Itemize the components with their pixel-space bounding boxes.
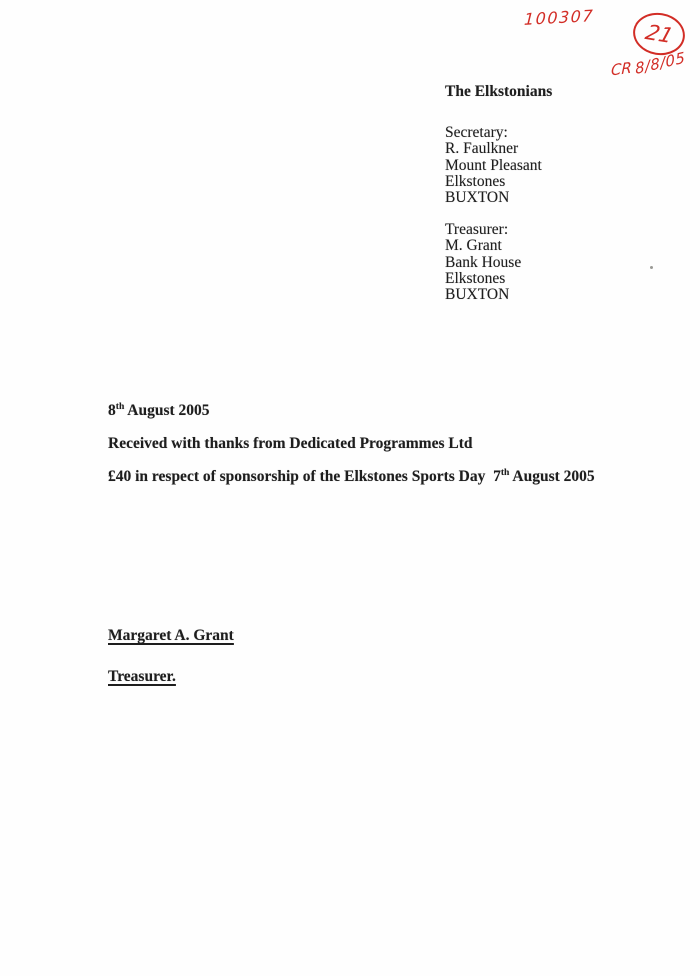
- secretary-label: Secretary:: [445, 124, 508, 142]
- letter-date: [108, 402, 595, 419]
- event-date-rest: August 2005: [509, 468, 595, 485]
- secretary-name: R. Faulkner: [445, 140, 519, 158]
- organization-name: The Elkstonians: [445, 83, 553, 100]
- treasurer-address-line: Elkstones: [445, 269, 506, 287]
- letter-date-rest: August 2005: [124, 402, 210, 419]
- signatory-title: Treasurer.: [108, 668, 176, 685]
- treasurer-name: M. Grant: [445, 237, 502, 255]
- amount-statement: [108, 468, 595, 485]
- secretary-address-line: BUXTON: [445, 189, 510, 207]
- treasurer-label: Treasurer:: [445, 221, 509, 239]
- event-date-ordinal: th: [500, 466, 510, 478]
- secretary-address-line: Mount Pleasant: [445, 156, 542, 174]
- letter-date-day: 8: [108, 402, 116, 419]
- received-statement: Received with thanks from Dedicated Programmes Ltd: [108, 435, 473, 452]
- signature-block: [108, 627, 234, 709]
- handwritten-initials: CR: [610, 58, 633, 80]
- signatory-name: Margaret A. Grant: [108, 627, 234, 644]
- letterhead: [445, 84, 552, 319]
- scan-artifact-speck: [650, 266, 653, 269]
- letter-date-ordinal: th: [115, 400, 125, 412]
- amount-statement-text: £40 in respect of sponsorship of the Elkstones Sports Day 7: [108, 468, 501, 485]
- secretary-address-block: [445, 125, 552, 206]
- letter-body: [108, 402, 595, 501]
- signature-row: [108, 668, 234, 697]
- handwritten-date: 8/8/05: [634, 48, 686, 78]
- treasurer-address-line: Bank House: [445, 253, 522, 271]
- treasurer-address-block: [445, 222, 552, 303]
- signature-row: [108, 627, 234, 656]
- secretary-address-line: Elkstones: [445, 172, 506, 190]
- circled-page-number-text: 21: [642, 20, 676, 48]
- handwritten-ref-number: 100307: [523, 6, 595, 29]
- treasurer-address-line: BUXTON: [445, 286, 510, 304]
